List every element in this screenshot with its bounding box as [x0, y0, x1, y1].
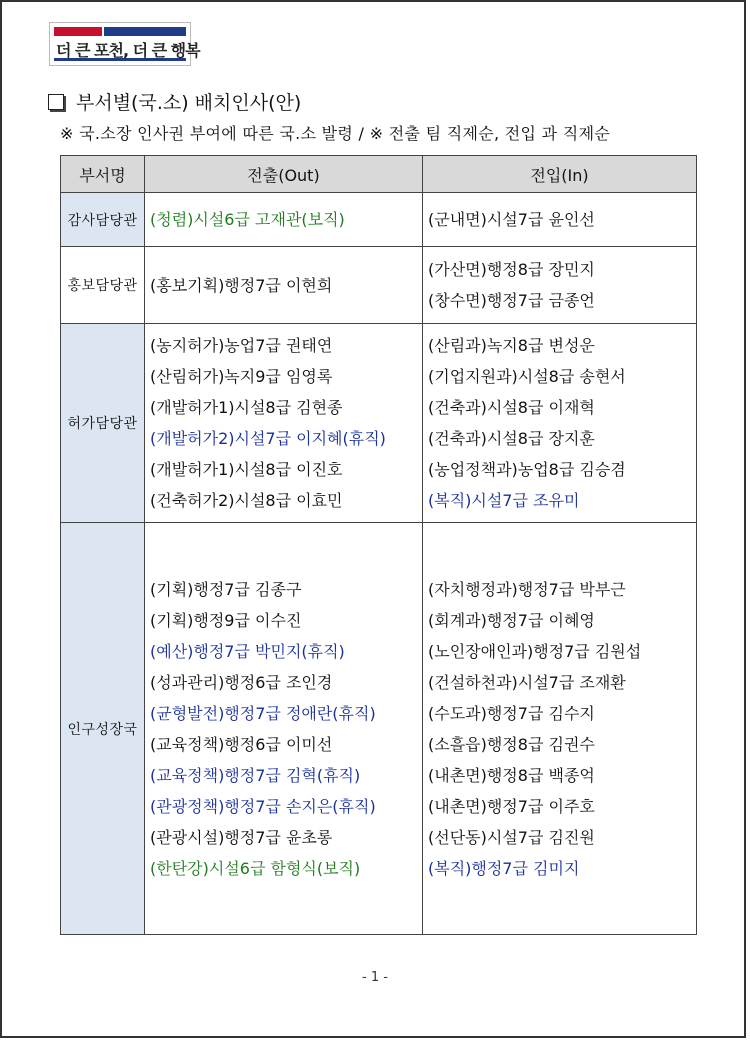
section-title-text: 부서별(국.소) 배치인사(안) — [76, 92, 302, 114]
list-item: (성과관리)행정6급 조인경 — [150, 672, 333, 692]
list-item: (청렴)시설6급 고재관(보직) — [150, 210, 345, 229]
list-item: (기업지원과)시설8급 송현서 — [428, 367, 626, 386]
list-item: (교육정책)행정6급 이미선 — [150, 734, 333, 754]
table-header-row — [61, 156, 697, 193]
list-item: (창수면)행정7급 금종언 — [428, 291, 595, 310]
list-item: (자치행정과)행정7급 박부근 — [428, 579, 626, 599]
in-list — [423, 193, 697, 247]
list-item: (가산면)행정8급 장민지 — [428, 260, 595, 279]
list-item: (홍보기획)행정7급 이현희 — [150, 275, 333, 295]
list-item: (기획)행정9급 이수진 — [150, 610, 302, 630]
list-item: (회계과)행정7급 이혜영 — [428, 610, 595, 630]
list-item: (산림과)녹지8급 변성운 — [428, 336, 595, 355]
note-line: ※ 국.소장 인사권 부여에 따른 국.소 발령 / ※ 전출 팀 직제순, 전입 과 직제순 — [60, 124, 611, 143]
list-item: (내촌면)행정8급 백종억 — [428, 765, 595, 785]
list-item: (개발허가1)시설8급 김현종 — [150, 398, 343, 417]
out-list — [145, 193, 423, 247]
city-logo — [49, 22, 200, 66]
table-row — [61, 324, 697, 523]
out-list — [145, 247, 423, 324]
list-item: (복직)시설7급 조유미 — [428, 491, 580, 510]
list-item: (한탄강)시설6급 함형식(보직) — [150, 858, 361, 878]
logo-text: 더 큰 포천, 더 큰 행복 — [56, 41, 200, 60]
list-item: (예산)행정7급 박민지(휴직) — [150, 641, 345, 661]
list-item: (관광시설)행정7급 윤초롱 — [150, 827, 333, 847]
list-item: (개발허가2)시설7급 이지혜(휴직) — [150, 429, 386, 448]
list-item: (기획)행정7급 김종구 — [150, 579, 302, 599]
list-item: (균형발전)행정7급 정애란(휴직) — [150, 703, 376, 723]
logo-red-bar — [54, 27, 102, 36]
page-number: - 1 - — [362, 970, 388, 985]
dept-name: 홍보담당관 — [61, 247, 145, 324]
list-item: (노인장애인과)행정7급 김원섭 — [428, 641, 642, 661]
in-list — [423, 247, 697, 324]
list-item: (건축과)시설8급 장지훈 — [428, 429, 595, 448]
list-item: (건축허가2)시설8급 이효민 — [150, 491, 343, 510]
in-list — [423, 523, 697, 935]
dept-name: 감사담당관 — [61, 193, 145, 247]
list-item: (소흘읍)행정8급 김권수 — [428, 734, 595, 754]
list-item: (군내면)시설7급 윤인선 — [428, 210, 595, 229]
out-list — [145, 523, 423, 935]
table-row — [61, 247, 697, 324]
table-row — [61, 193, 697, 247]
list-item: (내촌면)행정7급 이주호 — [428, 796, 595, 816]
list-item: (수도과)행정7급 김수지 — [428, 703, 595, 723]
list-item: (농업정책과)농업8급 김승겸 — [428, 460, 626, 479]
list-item: (농지허가)농업7급 권태연 — [150, 336, 333, 355]
logo-blue-bar — [104, 27, 186, 36]
list-item: (관광정책)행정7급 손지은(휴직) — [150, 796, 376, 816]
checkbox-bullet-icon — [48, 94, 64, 110]
header-dept: 부서명 — [61, 156, 145, 193]
transfer-table — [60, 155, 697, 935]
out-list — [145, 324, 423, 523]
list-item: (건축과)시설8급 이재혁 — [428, 398, 595, 417]
table-row — [61, 523, 697, 935]
dept-name: 허가담당관 — [61, 324, 145, 523]
list-item: (개발허가1)시설8급 이진호 — [150, 460, 343, 479]
header-out: 전출(Out) — [145, 156, 423, 193]
header-in: 전입(In) — [423, 156, 697, 193]
section-title — [48, 88, 301, 115]
list-item: (건설하천과)시설7급 조재환 — [428, 672, 626, 692]
list-item: (교육정책)행정7급 김혁(휴직) — [150, 765, 361, 785]
list-item: (산림허가)녹지9급 임영록 — [150, 367, 333, 386]
dept-name: 인구성장국 — [61, 523, 145, 935]
in-list — [423, 324, 697, 523]
list-item: (복직)행정7급 김미지 — [428, 858, 580, 878]
list-item: (선단동)시설7급 김진원 — [428, 827, 595, 847]
